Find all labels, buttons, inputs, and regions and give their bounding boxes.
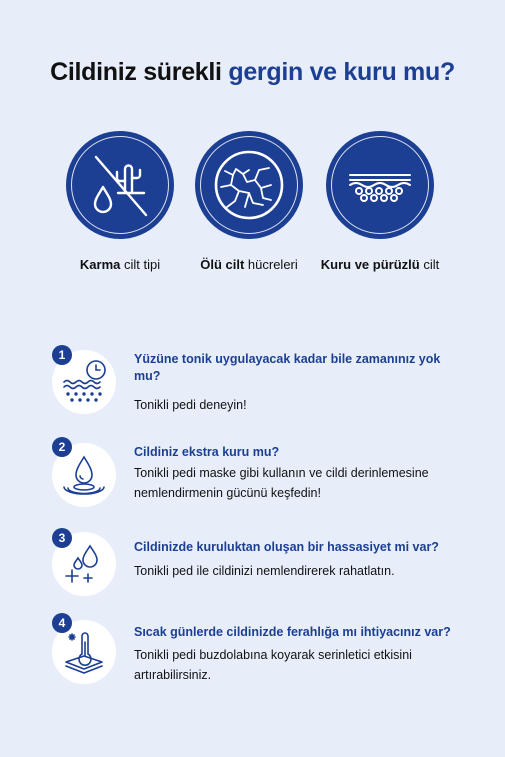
step-number-4: 4	[52, 613, 72, 633]
title-part-1: Cildiniz sürekli	[50, 58, 229, 86]
step-answer-3: Tonikli ped ile cildinizi nemlendirerek rahatlatın.	[134, 564, 395, 578]
step-number-3: 3	[52, 528, 72, 548]
step-answer-4: Tonikli pedi buzdolabına koyarak serinletici etkisini artırabilirsiniz.	[134, 648, 412, 682]
cracked-skin-icon	[195, 131, 303, 239]
feature-caption-2: Ölü cilt hücreleri	[200, 257, 298, 272]
step-question-3: Cildinizde kuruluktan oluşan bir hassasiyet mi var?	[134, 540, 439, 554]
page-title	[0, 58, 505, 87]
rough-skin-layer-icon	[326, 131, 434, 239]
step-question-1: Yüzüne tonik uygulayacak kadar bile zamanınız yok mu?	[134, 352, 441, 383]
cactus-no-water-icon	[66, 131, 174, 239]
step-question-4: Sıcak günlerde cildinizde ferahlığa mı ihtiyacınız var?	[134, 625, 451, 639]
feature-caption-1: Karma cilt tipi	[79, 257, 161, 272]
step-answer-1: Tonikli pedi deneyin!	[134, 398, 247, 412]
step-number-2: 2	[52, 437, 72, 457]
step-question-2: Cildiniz ekstra kuru mu?	[134, 445, 280, 459]
step-answer-2: Tonikli pedi maske gibi kullanın ve cildi derinlemesine nemlendirmenin gücünü keşfedin!	[134, 466, 429, 500]
title-part-2: gergin ve kuru mu?	[228, 58, 455, 86]
feature-caption-3: Kuru ve pürüzlü cilt	[320, 257, 440, 272]
step-number-1: 1	[52, 345, 72, 365]
